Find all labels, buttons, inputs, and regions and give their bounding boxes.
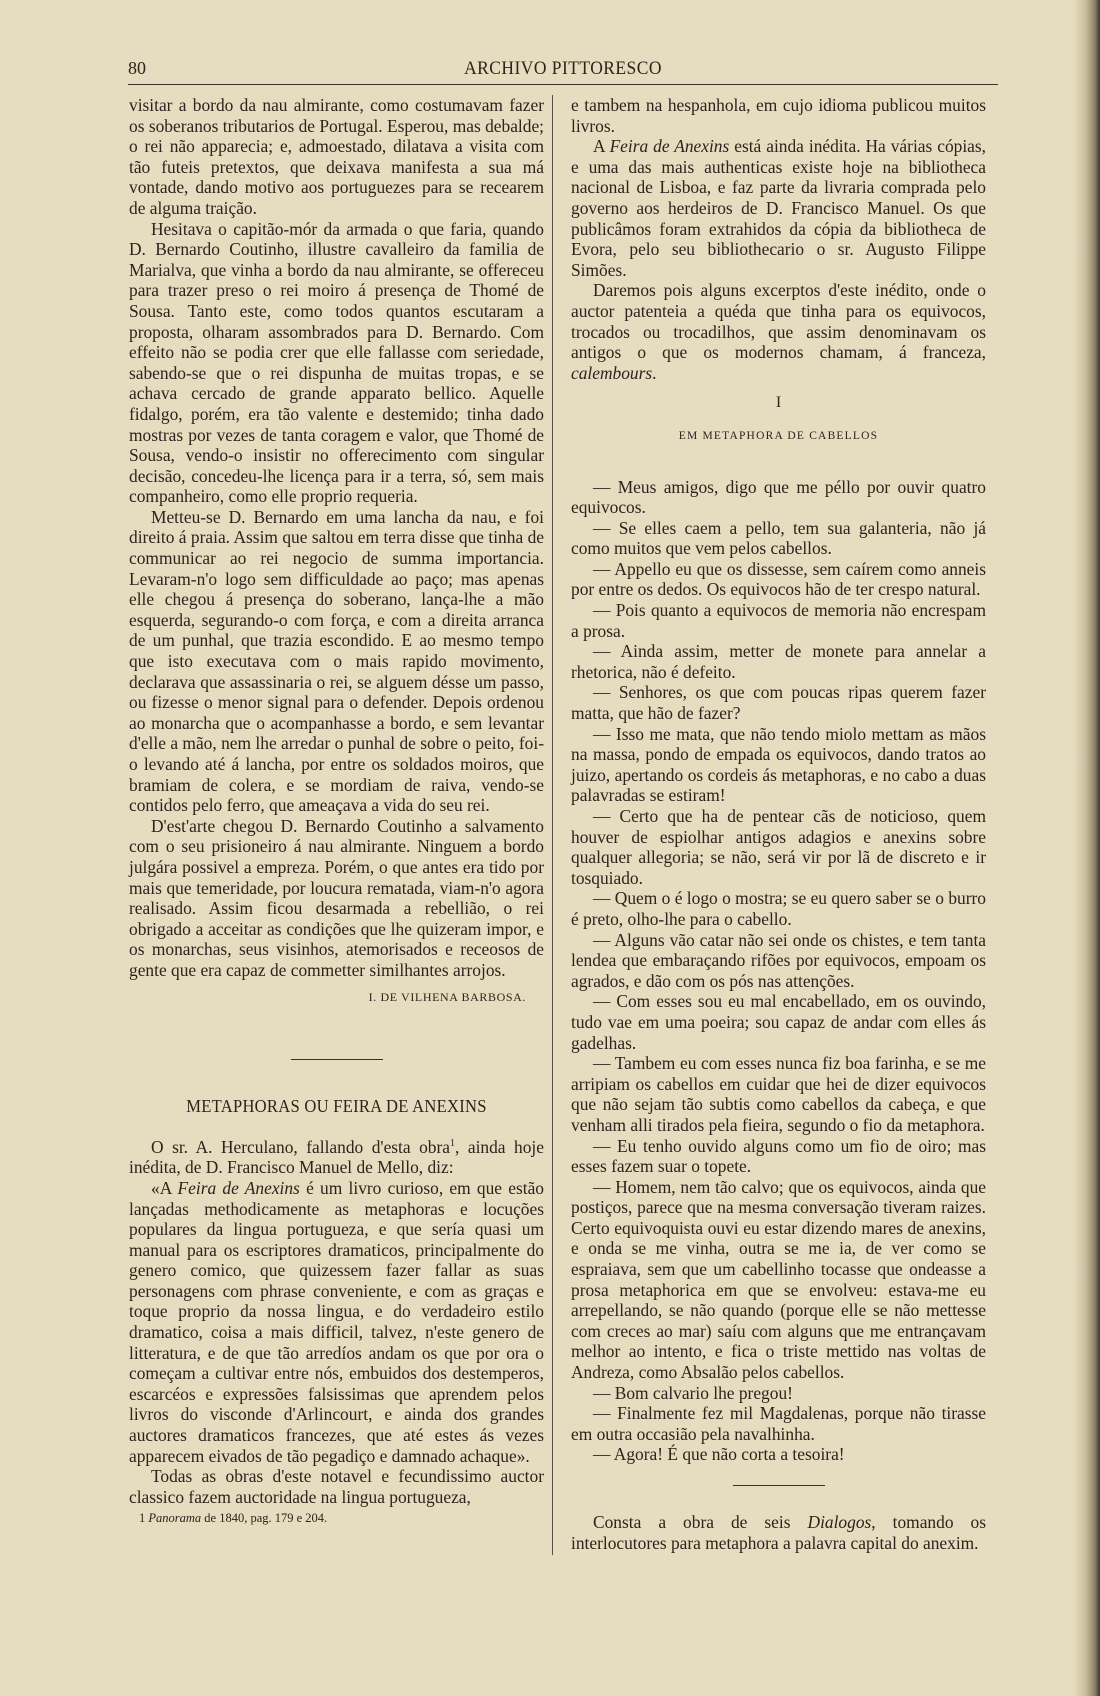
dialogue-line: — Appello eu que os dissesse, sem caírem como anneis por entre os dedos. Os equivocos hão de ter crespo natural. xyxy=(571,558,986,600)
running-title: ARCHIVO PITTORESCO xyxy=(464,58,662,79)
paragraph: e tambem na hespanhola, em cujo idioma publicou muitos livros. xyxy=(571,95,986,136)
dialogue-line: — Quem o é logo o mostra; se eu quero saber se o burro é preto, olho-lhe para o cabello. xyxy=(571,888,986,929)
dialogue-line: — Ainda assim, metter de monete para annelar a rhetorica, não é defeito. xyxy=(571,641,986,682)
p2-rest: está ainda inédita. Ha várias cópias, e uma das mais authenticas existe hoje na bibliotheca nacional de Lisboa, e faz parte da livraria comprada pelo governo aos herdeiros de D. Francisco Manuel. Os que publicâmos foram extrahidos da cópia da bibliotheca de Evora, pelo seu bibliothecario o sr. Augusto Filippe Simões. xyxy=(571,136,986,280)
page-header xyxy=(128,58,998,85)
section-title: EM METAPHORA DE CABELLOS xyxy=(678,429,879,442)
dialogue-line: — Finalmente fez mil Magdalenas, porque não tirasse em outra occasião pela navalhinha. xyxy=(571,1403,986,1444)
final-rest: , tomando os interlocutores para metaphora a palavra capital do anexim. xyxy=(571,1512,986,1553)
quote-body: é um livro curioso, em que estão lançadas methodicamente as metaphoras e locuções populares da lingua portugueza, e que sería quasi um manual para os escriptores dramaticos, principalmente do genero comico, que quizessem fazer fallar as suas personagens com phrase conveniente, e com as graças e toque proprio da nossa lingua, e do verdadeiro estilo dramatico, coisa a mais difficil, talvez, n'este genero de litteratura, e de que tão arredíos andam os que por ora o começam a cultivar entre nós, embuidos dos destemperos, escarcéos e expressões falsissimas que aprendem pelos livros do visconde d'Arlincourt, e ainda dos grandes auctores dramaticos francezes, que até estes ás vezes apparecem eivados de tão pegadiço e damnado achaque». xyxy=(129,1177,544,1466)
author-signature: I. DE VILHENA BARBOSA. xyxy=(368,989,526,1004)
footnote-source: Panorama xyxy=(148,1511,202,1526)
quote-open: «A xyxy=(151,1177,178,1198)
paragraph: visitar a bordo da nau almirante, como costumavam fazer os soberanos tributarios de Portugal. Esperou, mas debalde; o rei não apparecia; e, admoestado, dilatava a visita com tão futeis pretextos, que deixava manifesta a sua má vontade, dando motivo aos portuguezes para se recearem de alguma traição. xyxy=(129,95,544,218)
right-column xyxy=(571,95,986,1553)
book-title: Feira de Anexins xyxy=(609,136,730,157)
footnote-marker: 1 xyxy=(450,1137,456,1149)
dialogue-line: — Senhores, os que com poucas ripas querem fazer matta, que hão de fazer? xyxy=(571,682,986,724)
paragraph xyxy=(571,136,986,280)
dialogue-line: — Isso me mata, que não tendo miolo mettam as mãos na massa, pondo de empada os equivocos, dando tratos ao juizo, apertando os cordeis ás metaphoras, e no cabo a duas palavradas se estiram! xyxy=(571,723,986,806)
dialogue-line: — Agora! É que não corta a tesoira! xyxy=(593,1444,845,1465)
dialogue-line: — Alguns vão catar não sei onde os chistes, e tem tanta lendea que embaraçando rifões por equivocos, empoam os agrados, e dão com os pós nas attenções. xyxy=(571,929,986,991)
intro-text-cont: , ainda hoje inédita, de D. Francisco Manuel de Mello, diz: xyxy=(129,1136,544,1178)
dialogue-line: — Se elles caem a pello, tem sua galanteria, não já como muitos que vem pelos cabellos. xyxy=(571,517,986,559)
paragraph: D'est'arte chegou D. Bernardo Coutinho a salvamento com o seu prisioneiro á nau almirante. Ninguem a bordo julgára possivel a empreza. Porém, o que antes era tido por mais que temeridade, por loucura rematada, viam-n'o agora realisado. Assim ficou desarmada a rebellião, o rei obrigado a acceitar as condições que lhe quizeram impor, e os monarchas, seus visinhos, atemorisados e receosos de gente que era capaz de commetter similhantes arrojos. xyxy=(129,815,544,980)
intro-text: O sr. A. Herculano, fallando d'esta obra xyxy=(151,1136,451,1157)
paragraph: Hesitava o capitão-mór da armada o que faria, quando D. Bernardo Coutinho, illustre cavalleiro da familia de Marialva, que vinha a bordo da nau almirante, se offereceu para trazer preso o rei moiro á presença de Thomé de Sousa. Tanto este, como todos quantos escutaram a proposta, olharam assombrados para D. Bernardo. Com effeito não se podia crer que elle fallasse com seriedade, sabendo-se que o rei dispunha de muitas tropas, e se achava cercado de grande apparato bellico. Aquelle fidalgo, porém, era tão valente e destemido; tinha dado mostras por vezes de tanta coragem e valor, que Thomé de Sousa, vendo-o insistir no offerecimento com singular decisão, concedeu-lhe licença para ir a terra, só, sem mais companheiro, como elle proprio requeria. xyxy=(129,218,544,507)
page-binding-edge xyxy=(1074,0,1100,1696)
foreign-word: calembours xyxy=(571,362,653,383)
page-number: 80 xyxy=(128,58,146,78)
article-intro xyxy=(129,1137,544,1178)
dialogue-line: — Meus amigos, digo que me péllo por ouvir quatro equivocos. xyxy=(571,476,986,518)
dialogue-line: — Com esses sou eu mal encabellado, em os ouvindo, tudo vae em uma poeira; sou capaz de andar com elles ás gadelhas. xyxy=(571,991,986,1053)
dialogue-line: — Tambem eu com esses nunca fiz boa farinha, e se me arripiam os cabellos em cuidar que hei de dizer equivocos que não sejam tão subtis como cabellos da cabeça, e que venham alli tirados pela fieira, segundo o fio da metaphora. xyxy=(571,1053,986,1135)
quotation xyxy=(129,1178,544,1466)
footnote xyxy=(129,1510,544,1526)
section-number: I xyxy=(775,394,782,412)
left-column xyxy=(129,95,544,1526)
footnote-text: de 1840, pag. 179 e 204. xyxy=(201,1511,328,1526)
section-divider xyxy=(291,1059,383,1060)
dialogue-line: — Bom calvario lhe pregou! xyxy=(593,1382,793,1403)
p3-end: . xyxy=(652,362,657,383)
dialogue-line: — Homem, nem tão calvo; que os equivocos, ainda que postiços, parece que na mesma conversação tiveram raizes. Certo equivoquista ouvi eu estar dizendo mares de anexins, e onda se me vinha, outra se me ia, de ver como se espraiava, sem que um cabellinho tocasse que ondeasse a prosa metaphorica em que se envolveu: estava-me eu arrepellando, se não quando (porque elle se não mettesse com creces ao mar) saíu com alguns que me entrançavam melhor ao intento, e fica o triste mettido nas voltas de Andreza, como Absalão pelos cabellos. xyxy=(571,1176,986,1383)
paragraph: Todas as obras d'este notavel e fecundissimo auctor classico fazem auctoridade na lingua portugueza, xyxy=(129,1466,544,1507)
paragraph xyxy=(571,1512,986,1553)
section-divider xyxy=(733,1485,825,1486)
final-open: Consta a obra de seis xyxy=(593,1512,808,1532)
p2-open: A xyxy=(593,136,610,157)
dialogue xyxy=(571,477,986,1466)
book-title: Feira de Anexins xyxy=(177,1177,300,1198)
paragraph xyxy=(571,280,986,383)
dialogue-line: — Pois quanto a equivocos de memoria não encrespam a prosa. xyxy=(571,600,986,641)
column-divider xyxy=(552,95,553,1555)
paragraph: Metteu-se D. Bernardo em uma lancha da nau, e foi direito á praia. Assim que saltou em terra disse que tinha de communicar ao rei negocio de summa importancia. Levaram-n'o logo sem difficuldade ao paço; mas apenas elle chegou á presença do soberano, lança-lhe a mão esquerda, segurando-o com força, e com a direita arranca de um punhal, que trazia escondido. E ao mesmo tempo que isto executava com o mais rapido movimento, declarava que assassinaria o rei, se alguem désse um passo, ou fizesse o menor signal para o defender. Depois ordenou ao monarcha que o acompanhasse a bordo, e sem levantar d'elle a mão, nem lhe arredar o punhal de sobre o peito, foi-o levando até á lancha, por entre os soldados moiros, que bramiam de colera, e se mordiam de raiva, vendo-se contidos pelo ferro, que ameaçava a vida do seu rei. xyxy=(129,506,544,816)
dialogue-line: — Certo que ha de pentear cãs de noticioso, quem houver de espiolhar antigos adagios e anexins sobre qualquer allegoria; se não, será vir por lã de discreto e ir tosquiado. xyxy=(571,806,986,888)
emphasis-word: Dialogos xyxy=(807,1512,872,1532)
footnote-number: 1 xyxy=(139,1511,146,1526)
p3-main: Daremos pois alguns excerptos d'este inédito, onde o auctor patenteia a quéda que tinha para os equivocos, trocados ou trocadilhos, que assim denominavam os antigos o que os modernos chamam, á franceza, xyxy=(571,280,986,363)
dialogue-line: — Eu tenho ouvido alguns como um fio de oiro; mas esses fazem suar o topete. xyxy=(571,1135,986,1177)
article-title: METAPHORAS OU FEIRA DE ANEXINS xyxy=(186,1096,487,1117)
